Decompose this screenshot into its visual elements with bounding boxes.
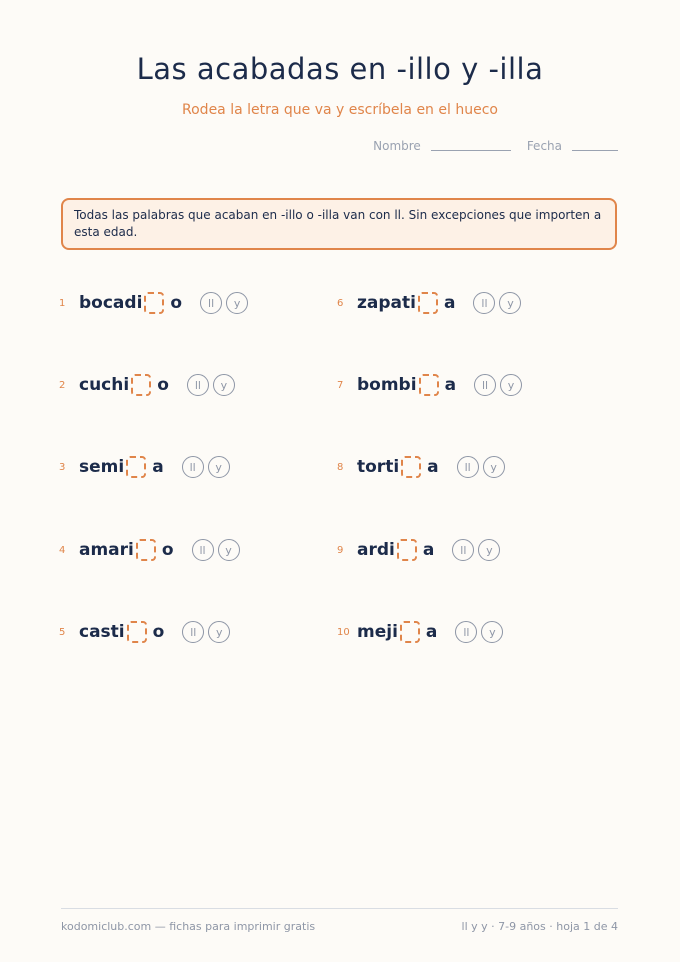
name-line[interactable]: [431, 149, 511, 151]
option-y[interactable]: y: [213, 374, 235, 396]
word-ending: a: [422, 540, 435, 560]
word-stem: ardi: [357, 540, 395, 560]
word-ending: a: [444, 375, 457, 395]
name-date-fields: [373, 139, 618, 153]
option-ll[interactable]: ll: [200, 292, 222, 314]
option-ll[interactable]: ll: [473, 292, 495, 314]
item-number: 10: [337, 626, 350, 638]
word-stem: torti: [357, 457, 400, 477]
option-ll[interactable]: ll: [474, 374, 496, 396]
option-ll[interactable]: ll: [187, 374, 209, 396]
footer-page-info: ll y y · 7-9 años · hoja 1 de 4: [461, 920, 618, 933]
item-number: 7: [337, 379, 344, 391]
exercise-item: [337, 617, 503, 647]
item-number: 9: [337, 544, 344, 556]
option-y[interactable]: y: [208, 621, 230, 643]
item-number: 3: [59, 461, 66, 473]
page-subtitle: Rodea la letra que va y escríbela en el hueco: [182, 102, 498, 118]
answer-gap[interactable]: [127, 621, 147, 643]
item-number: 6: [337, 297, 344, 309]
exercise-item: [59, 452, 230, 482]
answer-gap[interactable]: [418, 292, 438, 314]
option-y[interactable]: y: [483, 456, 505, 478]
option-ll[interactable]: ll: [182, 621, 204, 643]
exercise-item: [337, 370, 522, 400]
exercise-item: [337, 288, 521, 318]
footer-divider: [61, 908, 618, 909]
option-y[interactable]: y: [481, 621, 503, 643]
word-stem: bombi: [357, 375, 417, 395]
exercise-item: [59, 370, 235, 400]
answer-gap[interactable]: [401, 456, 421, 478]
rule-note: Todas las palabras que acaban en -illo o -illa van con ll. Sin excepciones que importen a esta edad.: [61, 198, 617, 250]
option-y[interactable]: y: [478, 539, 500, 561]
word-stem: casti: [79, 622, 125, 642]
option-y[interactable]: y: [500, 374, 522, 396]
word-stem: semi: [79, 457, 125, 477]
word-ending: o: [157, 375, 169, 395]
word-ending: o: [161, 540, 174, 560]
answer-gap[interactable]: [419, 374, 439, 396]
item-number: 2: [59, 379, 66, 391]
word-stem: meji: [357, 622, 398, 642]
date-line[interactable]: [572, 149, 618, 151]
item-number: 5: [59, 626, 66, 638]
option-ll[interactable]: ll: [452, 539, 474, 561]
answer-gap[interactable]: [126, 456, 146, 478]
exercise-item: [337, 452, 505, 482]
option-ll[interactable]: ll: [455, 621, 477, 643]
option-ll[interactable]: ll: [457, 456, 479, 478]
option-ll[interactable]: ll: [192, 539, 214, 561]
item-number: 4: [59, 544, 66, 556]
word-stem: amari: [79, 540, 134, 560]
option-y[interactable]: y: [218, 539, 240, 561]
answer-gap[interactable]: [400, 621, 420, 643]
option-y[interactable]: y: [499, 292, 521, 314]
word-ending: a: [152, 457, 164, 477]
word-stem: zapati: [357, 293, 416, 313]
exercise-item: [59, 535, 240, 565]
date-label: Fecha: [526, 139, 562, 153]
item-number: 8: [337, 461, 344, 473]
word-ending: o: [170, 293, 183, 313]
footer-site: kodomiclub.com — fichas para imprimir gratis: [61, 920, 316, 933]
answer-gap[interactable]: [397, 539, 417, 561]
option-y[interactable]: y: [226, 292, 248, 314]
answer-gap[interactable]: [144, 292, 164, 314]
exercise-item: [337, 535, 500, 565]
word-stem: bocadi: [79, 293, 143, 313]
exercise-item: [59, 288, 248, 318]
word-ending: o: [152, 622, 165, 642]
option-ll[interactable]: ll: [182, 456, 204, 478]
word-ending: a: [443, 293, 456, 313]
item-number: 1: [59, 297, 66, 309]
answer-gap[interactable]: [131, 374, 151, 396]
name-label: Nombre: [373, 139, 421, 153]
option-y[interactable]: y: [208, 456, 230, 478]
word-ending: a: [427, 457, 439, 477]
word-stem: cuchi: [79, 375, 130, 395]
answer-gap[interactable]: [136, 539, 156, 561]
exercise-item: [59, 617, 230, 647]
word-ending: a: [425, 622, 438, 642]
page-title: Las acabadas en -illo y -illa: [136, 52, 544, 86]
